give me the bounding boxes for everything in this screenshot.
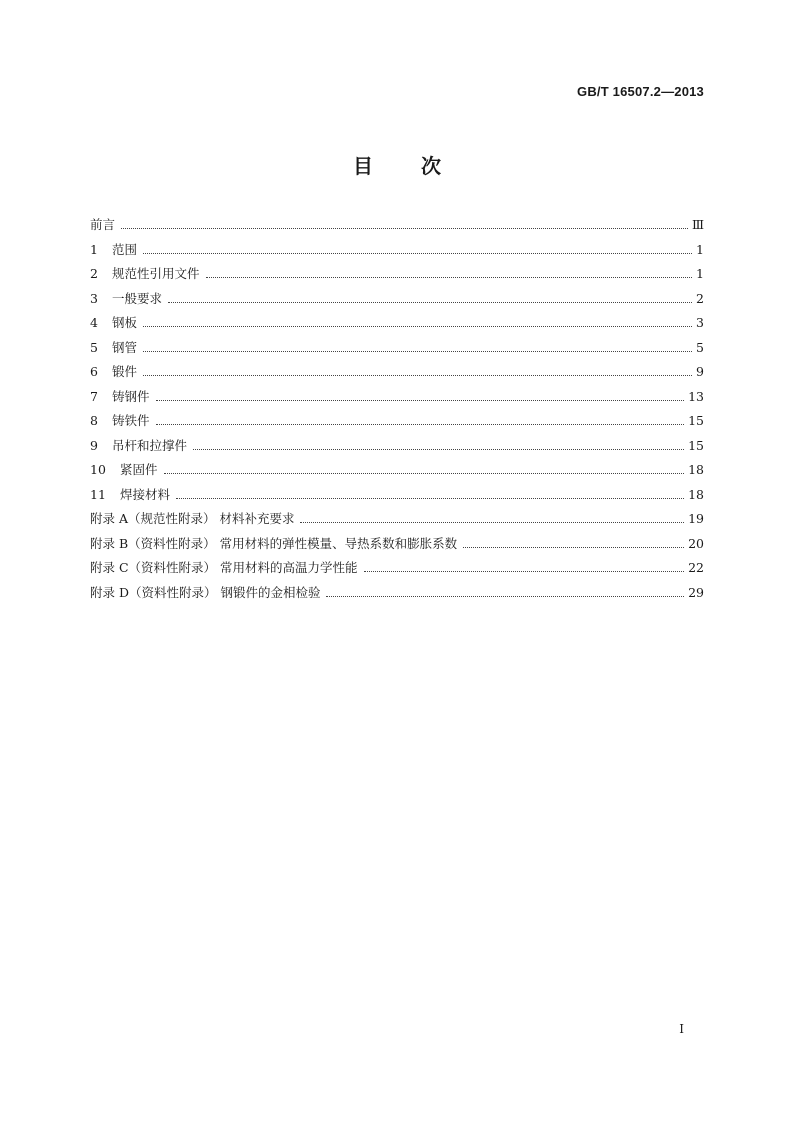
toc-entry-number: 8 <box>90 413 98 428</box>
toc-leader-dots <box>168 302 692 303</box>
title-char-1: 目 <box>353 154 373 178</box>
toc-entry-label: 焊接材料 <box>120 486 171 502</box>
toc-entry-label: 紧固件 <box>120 462 158 477</box>
toc-entry-page: 18 <box>688 462 704 477</box>
toc-leader-dots <box>143 351 692 352</box>
toc-entry-label: 范围 <box>112 241 138 257</box>
toc-entry-page: 2 <box>696 290 704 306</box>
toc-entry-page: 15 <box>688 437 704 453</box>
toc-leader-dots <box>364 571 685 572</box>
toc-entry-9[interactable] <box>90 436 704 461</box>
toc-entry-5[interactable] <box>90 338 704 363</box>
toc-entry-annex-d[interactable] <box>90 583 704 608</box>
toc-entry-page: 1 <box>696 266 704 281</box>
toc-entry-2[interactable] <box>90 264 704 289</box>
toc-entry-annex-a[interactable] <box>90 509 704 534</box>
toc-entry-number: 4 <box>90 315 98 330</box>
toc-entry-page: 1 <box>696 241 704 257</box>
toc-entry-number: 9 <box>90 437 98 453</box>
toc-entry-annex-b[interactable] <box>90 534 704 559</box>
toc-leader-dots <box>143 326 692 327</box>
toc-entry-number: 10 <box>90 462 106 477</box>
toc-leader-dots <box>176 498 684 499</box>
toc-leader-dots <box>156 424 685 425</box>
toc-entry-label: 附录 B（资料性附录） 常用材料的弹性模量、导热系数和膨胀系数 <box>90 535 458 551</box>
toc-entry-annex-c[interactable] <box>90 558 704 583</box>
toc-entry-page: 19 <box>688 511 704 526</box>
toc-entry-label: 附录 A（规范性附录） 材料补充要求 <box>90 511 295 526</box>
toc-entry-4[interactable] <box>90 313 704 338</box>
toc-entry-page: 22 <box>688 560 704 575</box>
toc-entry-label: 前言 <box>90 217 116 232</box>
toc-entry-number: 5 <box>90 339 98 355</box>
toc-entry-page: 29 <box>688 584 704 600</box>
table-of-contents <box>90 215 704 607</box>
toc-entry-label: 吊杆和拉撑件 <box>112 437 188 453</box>
page-title <box>0 150 794 179</box>
toc-leader-dots <box>300 522 684 523</box>
toc-entry-label: 一般要求 <box>112 290 163 306</box>
toc-entry-page: 18 <box>688 486 704 502</box>
toc-leader-dots <box>206 277 693 278</box>
toc-entry-number: 11 <box>90 486 106 502</box>
toc-entry-3[interactable] <box>90 289 704 314</box>
toc-entry-number: 3 <box>90 290 98 306</box>
toc-entry-number: 7 <box>90 388 98 404</box>
page-number: I <box>679 1022 684 1036</box>
toc-entry-preface[interactable] <box>90 215 704 240</box>
toc-entry-7[interactable] <box>90 387 704 412</box>
toc-entry-label: 规范性引用文件 <box>112 266 200 281</box>
toc-leader-dots <box>463 547 684 548</box>
toc-leader-dots <box>156 400 685 401</box>
toc-entry-label: 附录 C（资料性附录） 常用材料的高温力学性能 <box>90 560 358 575</box>
toc-leader-dots <box>143 375 692 376</box>
toc-entry-label: 钢管 <box>112 339 138 355</box>
toc-entry-label: 附录 D（资料性附录） 钢锻件的金相检验 <box>90 584 321 600</box>
toc-entry-page: 13 <box>688 388 704 404</box>
toc-leader-dots <box>193 449 684 450</box>
toc-entry-page: 9 <box>696 364 704 379</box>
toc-entry-number: 6 <box>90 364 98 379</box>
toc-entry-page: 3 <box>696 315 704 330</box>
toc-entry-page: 20 <box>688 535 704 551</box>
toc-entry-number: 2 <box>90 266 98 281</box>
toc-entry-8[interactable] <box>90 411 704 436</box>
title-char-2: 次 <box>421 154 441 178</box>
toc-entry-page: 15 <box>688 413 704 428</box>
toc-entry-label: 锻件 <box>112 364 138 379</box>
toc-entry-label: 铸铁件 <box>112 413 150 428</box>
toc-leader-dots <box>326 596 684 597</box>
toc-entry-11[interactable] <box>90 485 704 510</box>
standard-number: GB/T 16507.2—2013 <box>577 84 704 99</box>
toc-leader-dots <box>164 473 685 474</box>
toc-entry-1[interactable] <box>90 240 704 265</box>
toc-leader-dots <box>143 253 692 254</box>
toc-leader-dots <box>121 228 688 229</box>
toc-entry-number: 1 <box>90 241 98 257</box>
toc-entry-10[interactable] <box>90 460 704 485</box>
toc-entry-page: 5 <box>696 339 704 355</box>
toc-entry-label: 铸钢件 <box>112 388 150 404</box>
toc-entry-label: 钢板 <box>112 315 138 330</box>
toc-entry-page: Ⅲ <box>691 217 704 232</box>
toc-entry-6[interactable] <box>90 362 704 387</box>
